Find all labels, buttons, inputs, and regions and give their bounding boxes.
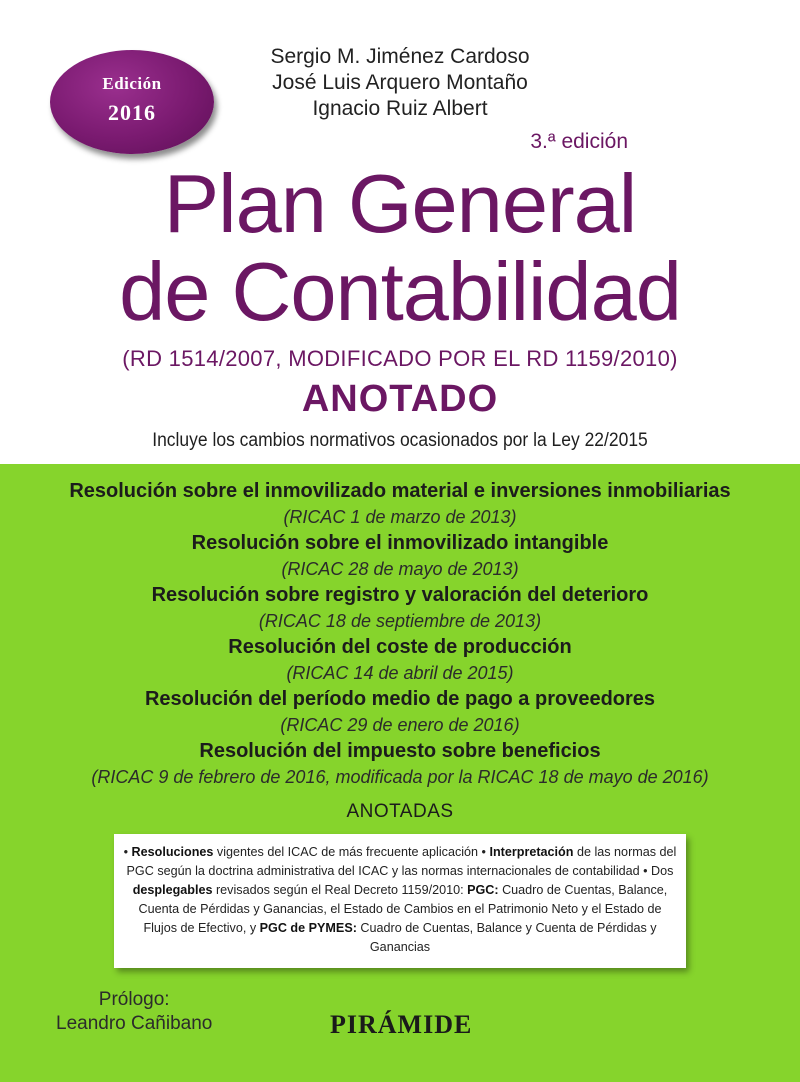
includes-note: Incluye los cambios normativos ocasionados por la Ley 22/2015 [152, 430, 648, 451]
resolution-reference: (RICAC 1 de marzo de 2013) [283, 507, 517, 527]
edition-badge [50, 50, 214, 154]
author-name: José Luis Arquero Montaño [272, 71, 528, 94]
resolution-reference: (RICAC 29 de enero de 2016) [280, 715, 520, 735]
resolution-reference: (RICAC 14 de abril de 2015) [286, 663, 514, 683]
info-keyword: desplegables [132, 883, 213, 897]
info-text: vigentes del ICAC de más frecuente aplicación [213, 845, 482, 859]
prologue-credit [56, 988, 212, 1036]
edition-badge-label: Edición [102, 74, 162, 93]
resolution-title: Resolución del coste de producción [228, 636, 572, 658]
bullet: • [643, 864, 648, 878]
info-keyword: PGC de PYMES: [259, 921, 357, 935]
info-text: Cuadro de Cuentas, Balance y Cuenta de Pérdidas y Ganancias [356, 921, 657, 954]
author-name: Ignacio Ruiz Albert [312, 97, 488, 120]
edition-badge-year: 2016 [108, 100, 156, 125]
info-text: Cuadro de Cuentas, Balance, Cuenta de Pérdidas y Ganancias, el Estado de Cambios en el Patrimonio Neto y el Estado de Flujos de Efectivo, y [138, 883, 668, 935]
resolution-title: Resolución del impuesto sobre beneficios [199, 740, 601, 762]
resolution-item [0, 582, 800, 634]
publisher-logo: PIRÁMIDE [330, 1010, 473, 1039]
book-subtitle: (RD 1514/2007, MODIFICADO POR EL RD 1159/2010) [122, 346, 678, 371]
resolution-item [0, 530, 800, 582]
resolution-title: Resolución sobre el inmovilizado intangible [191, 532, 609, 554]
authors-block [230, 44, 570, 122]
prologue-author: Leandro Cañibano [56, 1013, 213, 1034]
cover-top-section [0, 0, 800, 464]
resolutions-list [0, 478, 800, 790]
resolution-title: Resolución sobre registro y valoración del deterioro [151, 584, 649, 606]
resolution-title: Resolución sobre el inmovilizado material e inversiones inmobiliarias [69, 480, 731, 502]
info-text: de las normas del PGC según la doctrina administrativa del ICAC y las normas internacionales de contabilidad [126, 845, 677, 878]
info-keyword: Resoluciones [131, 845, 214, 859]
edition-number: 3.ª edición [530, 130, 628, 153]
book-title-line-1: Plan General [163, 157, 637, 250]
prologue-label: Prólogo: [98, 989, 170, 1010]
annotated-label: ANOTADO [301, 378, 499, 420]
resolution-item [0, 634, 800, 686]
bullet: • [481, 845, 486, 859]
resolution-title: Resolución del período medio de pago a proveedores [144, 688, 656, 710]
resolution-reference: (RICAC 18 de septiembre de 2013) [258, 611, 542, 631]
resolution-reference: (RICAC 28 de mayo de 2013) [281, 559, 519, 579]
annotated-plural-label: ANOTADAS [346, 801, 454, 822]
info-text: Dos [647, 864, 674, 878]
cover-green-section [0, 464, 800, 1082]
resolution-item [0, 738, 800, 790]
info-keyword: Interpretación [489, 845, 574, 859]
resolution-reference: (RICAC 9 de febrero de 2016, modificada por la RICAC 18 de mayo de 2016) [91, 767, 709, 787]
resolution-item [0, 686, 800, 738]
info-text: revisados según el Real Decreto 1159/2010: [212, 883, 468, 897]
info-keyword: PGC: [467, 883, 499, 897]
bullet: • [123, 845, 129, 859]
book-title-line-2: de Contabilidad [119, 245, 681, 338]
resolution-item [0, 478, 800, 530]
contents-info-box [114, 834, 686, 968]
author-name: Sergio M. Jiménez Cardoso [270, 45, 530, 68]
